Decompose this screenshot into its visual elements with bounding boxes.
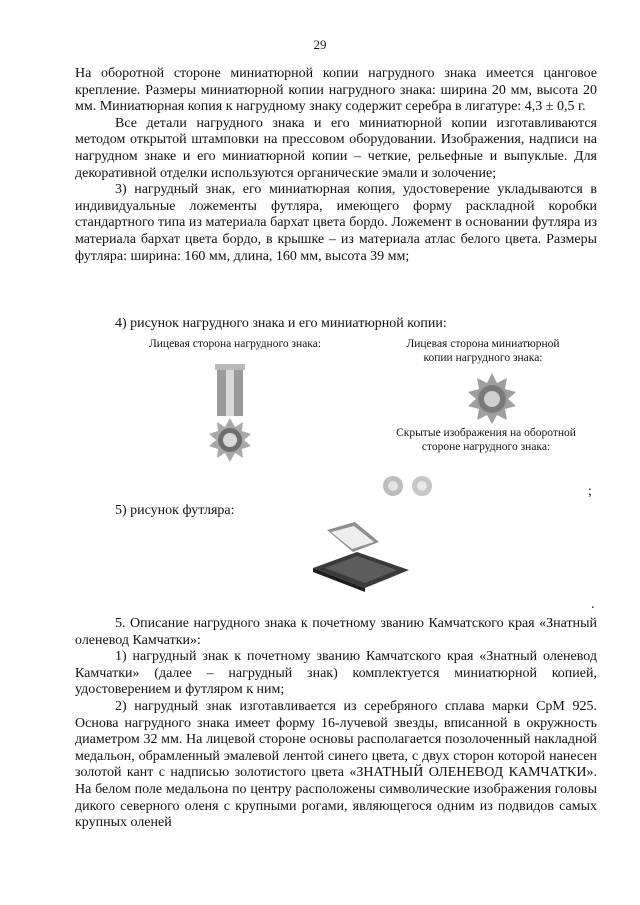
case-image: [305, 520, 415, 592]
paragraph: Все детали нагрудного знака и его миниатюрной копии изготавливаются методом открытой штамповки на прессовом оборудовании. Изображения, надписи на нагрудном знаке и его миниатюрной копии – четкие, рельефные и выпуклые. Для декоративной отделки используются органические эмали и золочение;: [75, 115, 597, 181]
paragraph: 2) нагрудный знак изготавливается из серебряного сплава марки СрМ 925. Основа нагрудного знака имеет форму 16-лучевой звезды, вписанной в окружность диаметром 32 мм. На лицевой стороне основы располагается позолоченный накладной медальон, обрамленный эмалевой лентой синего цвета, с двух сторон которой нанесен золотой кант с надписью золотистого цвета «ЗНАТНЫЙ ОЛЕНЕВОД КАМЧАТКИ». На белом поле медальона по центру расположены символические изображения головы дикого северного оленя с крупными рогами, являющегося одним из подвидов самых крупных оленей: [75, 698, 597, 831]
caption-front-badge: Лицевая сторона нагрудного знака:: [148, 338, 322, 350]
mini-medallion: [484, 391, 500, 407]
semicolon-mark: ;: [588, 484, 592, 499]
badge-front-image: [205, 362, 265, 472]
mini-copy-image: [466, 372, 518, 424]
heading-badge-drawings: 4) рисунок нагрудного знака и его миниатюрной копии:: [115, 316, 447, 331]
paragraph: 5. Описание нагрудного знака к почетному званию Камчатского края «Знатный оленевод Камчатки»:: [75, 616, 597, 648]
heading-case-drawing: 5) рисунок футляра:: [115, 503, 235, 518]
paragraph: 3) нагрудный знак, его миниатюрная копия, удостоверение укладываются в индивидуальные ложементы футляра, имеющего форму раскладной коробки стандартного типа из материала бархат цвета бордо. Ложемент в основании футляра из материала бархат цвета бордо, в крышке – из материала атлас белого цвета. Размеры футляра: ширина: 160 мм, длина, 160 мм, высота 39 мм;: [75, 182, 597, 264]
text-block-bottom: [75, 616, 597, 832]
caption-front-mini-1: Лицевая сторона миниатюрной: [406, 338, 560, 350]
paragraph: На оборотной стороне миниатюрной копии нагрудного знака имеется цанговое крепление. Размеры миниатюрной копии нагрудного знака: ширина 20 мм, высота 20 мм. Миниатюрная копия к нагрудному знаку содержит серебра в лигатуре: 4,3 ± 0,5 г.: [75, 66, 597, 115]
caption-front-mini-2: копии нагрудного знака:: [423, 352, 543, 364]
caption-hidden-1: Скрытые изображения на оборотной: [396, 427, 576, 439]
badge-ribbon-bar: [215, 364, 245, 370]
text-block-top: [75, 66, 597, 265]
hidden-image-left-center: [388, 481, 398, 491]
hidden-images: [378, 474, 438, 498]
hidden-image-right-center: [417, 481, 427, 491]
end-dot: .: [591, 597, 595, 612]
page-number: 29: [313, 37, 327, 52]
badge-ribbon-stripe: [226, 370, 234, 416]
paragraph: 1) нагрудный знак к почетному званию Камчатского края «Знатный оленевод Камчатки» (далее – нагрудный знак) комплектуется миниатюрной копией, удостоверением и футляром к ним;: [75, 649, 597, 698]
badge-medallion: [223, 433, 237, 447]
caption-hidden-2: стороне нагрудного знака:: [421, 441, 551, 453]
